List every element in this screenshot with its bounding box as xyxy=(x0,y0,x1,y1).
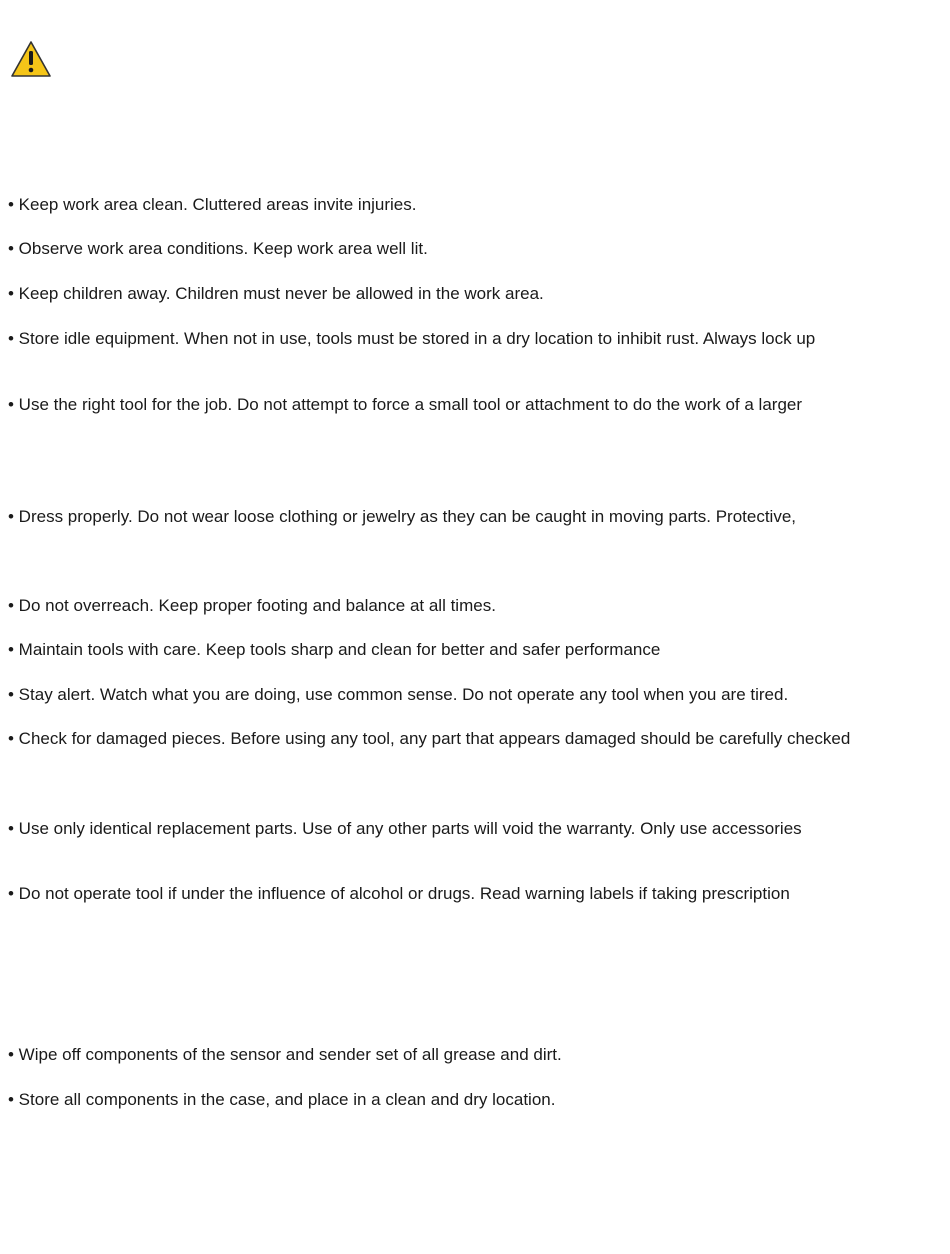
safety-item-store-idle-equipment: • Store idle equipment. When not in use, tools must be stored in a dry location to inhibit rust. Always lock up xyxy=(8,329,816,348)
safety-item-alcohol-drugs: • Do not operate tool if under the influence of alcohol or drugs. Read warning labels if taking prescription xyxy=(8,884,790,903)
safety-item-work-area-clean: • Keep work area clean. Cluttered areas invite injuries. xyxy=(8,195,417,214)
safety-item-stay-alert: • Stay alert. Watch what you are doing, use common sense. Do not operate any tool when you are tired. xyxy=(8,685,789,704)
safety-item-work-area-conditions: • Observe work area conditions. Keep work area well lit. xyxy=(8,239,428,258)
safety-item-maintain-tools: • Maintain tools with care. Keep tools sharp and clean for better and safer performance xyxy=(8,640,661,659)
care-item-wipe-components: • Wipe off components of the sensor and sender set of all grease and dirt. xyxy=(8,1045,562,1064)
safety-item-dress-properly: • Dress properly. Do not wear loose clothing or jewelry as they can be caught in moving parts. Protective, xyxy=(8,507,797,526)
safety-item-right-tool: • Use the right tool for the job. Do not attempt to force a small tool or attachment to do the work of a larger xyxy=(8,395,803,414)
safety-item-do-not-overreach: • Do not overreach. Keep proper footing and balance at all times. xyxy=(8,596,496,615)
care-item-store-components: • Store all components in the case, and place in a clean and dry location. xyxy=(8,1090,556,1109)
warning-triangle-icon xyxy=(10,40,52,78)
warning-exclamation-bar xyxy=(29,51,33,65)
warning-exclamation-dot xyxy=(29,68,34,73)
safety-item-children-away: • Keep children away. Children must never be allowed in the work area. xyxy=(8,284,544,303)
safety-item-replacement-parts: • Use only identical replacement parts. Use of any other parts will void the warranty. Only use accessories xyxy=(8,819,802,838)
safety-item-check-damaged-pieces: • Check for damaged pieces. Before using any tool, any part that appears damaged should be carefully checked xyxy=(8,729,851,748)
